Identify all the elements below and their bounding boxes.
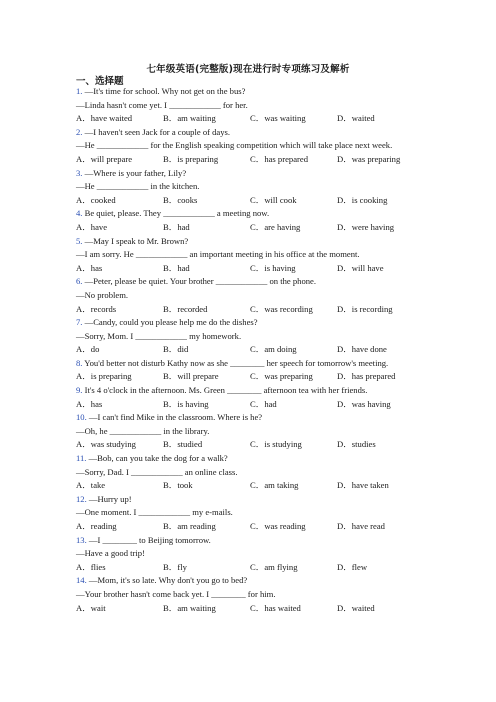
question-number: 8. bbox=[76, 357, 83, 368]
question-stem bbox=[76, 275, 436, 289]
question-number: 11. bbox=[76, 453, 87, 464]
question-stem bbox=[76, 85, 436, 99]
question-response: —Your brother hasn't come back yet. I ________ for him. bbox=[76, 588, 276, 599]
answer-option[interactable]: A．wait bbox=[76, 602, 106, 613]
question-text: —May I speak to Mr. Brown? bbox=[82, 235, 189, 246]
answer-options bbox=[76, 398, 436, 412]
answer-option[interactable]: A．reading bbox=[76, 521, 117, 531]
question-number: 4. bbox=[76, 208, 83, 219]
question-stem bbox=[76, 167, 436, 181]
question-text: —Mom, it's so late. Why don't you go to bed? bbox=[86, 575, 248, 586]
question-number: 10. bbox=[76, 412, 87, 423]
answer-option[interactable]: D．waited bbox=[337, 113, 375, 124]
question-text: —Hurry up! bbox=[86, 493, 132, 504]
question-number: 5. bbox=[76, 235, 83, 246]
question-text: —Candy, could you please help me do the dishes? bbox=[82, 317, 258, 328]
answer-option[interactable]: B．am waiting bbox=[163, 113, 216, 124]
question-stem bbox=[76, 207, 436, 221]
question-response: —Have a good trip! bbox=[76, 548, 145, 559]
question-number: 6. bbox=[76, 276, 83, 287]
answer-option[interactable]: D．have taken bbox=[337, 480, 389, 491]
answer-option[interactable]: A．have bbox=[76, 221, 108, 232]
answer-option[interactable]: C．has prepared bbox=[250, 153, 308, 164]
question-text: —It's time for school. Why not get on the bus? bbox=[82, 86, 246, 96]
question-stem bbox=[76, 534, 436, 548]
answer-option[interactable]: A．records bbox=[76, 303, 117, 314]
question-response: —He ____________ in the kitchen. bbox=[76, 181, 200, 192]
question-number: 1. bbox=[76, 86, 83, 96]
question-text: Be quiet, please. They ____________ a meeting now. bbox=[82, 208, 270, 219]
answer-option[interactable]: B．cooks bbox=[163, 194, 198, 205]
question-item bbox=[76, 384, 436, 411]
question-item bbox=[76, 452, 436, 493]
answer-option[interactable]: C．was waiting bbox=[250, 113, 306, 124]
question-text: —I ________ to Beijing tomorrow. bbox=[86, 534, 211, 545]
answer-option[interactable]: A．take bbox=[76, 480, 106, 491]
answer-option[interactable]: B．am reading bbox=[163, 521, 216, 531]
answer-option[interactable]: B．recorded bbox=[163, 303, 208, 314]
question-response: —I am sorry. He ____________ an important meeting in his office at the moment. bbox=[76, 249, 360, 260]
answer-option[interactable]: A．will prepare bbox=[76, 153, 133, 164]
question-stem bbox=[76, 411, 436, 425]
answer-options bbox=[76, 153, 436, 167]
question-text: —I haven't seen Jack for a couple of days. bbox=[82, 126, 231, 137]
question-response: —Sorry, Mom. I ____________ my homework. bbox=[76, 330, 242, 341]
answer-options bbox=[76, 343, 436, 357]
answer-option[interactable]: B．took bbox=[163, 480, 193, 491]
question-response: —No problem. bbox=[76, 289, 129, 300]
question-item bbox=[76, 411, 436, 452]
question-stem bbox=[76, 384, 436, 398]
answer-option[interactable]: B．studied bbox=[163, 439, 203, 450]
answer-option[interactable]: D．is recording bbox=[337, 303, 393, 314]
question-response: —He ____________ for the English speaking competition which will take place next week. bbox=[76, 140, 393, 151]
answer-options bbox=[76, 262, 436, 276]
question-text: It's 4 o'clock in the afternoon. Ms. Green ________ afternoon tea with her friends. bbox=[82, 385, 368, 396]
question-stem bbox=[76, 493, 436, 507]
answer-option[interactable]: C．will cook bbox=[250, 194, 297, 205]
answer-option[interactable]: D．were having bbox=[337, 221, 395, 232]
question-item bbox=[76, 534, 436, 575]
question-text: —I can't find Mike in the classroom. Where is he? bbox=[86, 412, 263, 423]
answer-option[interactable]: B．had bbox=[163, 262, 190, 273]
answer-option[interactable]: B．is having bbox=[163, 398, 209, 409]
answer-options bbox=[76, 221, 436, 235]
question-number: 3. bbox=[76, 167, 83, 178]
question-item bbox=[76, 357, 436, 384]
question-item bbox=[76, 126, 436, 167]
answer-options bbox=[76, 438, 436, 452]
answer-option[interactable]: D．have read bbox=[337, 521, 385, 531]
answer-option[interactable]: B．had bbox=[163, 221, 190, 232]
answer-option[interactable]: D．flew bbox=[337, 561, 368, 572]
answer-option[interactable]: C．am doing bbox=[250, 344, 297, 355]
answer-option[interactable]: C．has waited bbox=[250, 602, 301, 613]
answer-option[interactable]: D．studies bbox=[337, 439, 376, 450]
question-stem bbox=[76, 574, 436, 588]
answer-options bbox=[76, 112, 436, 126]
answer-option[interactable]: C．is studying bbox=[250, 439, 302, 450]
answer-options bbox=[76, 602, 436, 616]
answer-option[interactable]: A．flies bbox=[76, 561, 106, 572]
question-item bbox=[76, 85, 436, 126]
answer-option[interactable]: C．was recording bbox=[250, 303, 313, 314]
question-response: —Sorry, Dad. I ____________ an online class. bbox=[76, 466, 238, 477]
section-heading: 一、选择题 bbox=[76, 76, 124, 87]
answer-option[interactable]: B．am waiting bbox=[163, 602, 216, 613]
answer-option[interactable]: D．have done bbox=[337, 344, 387, 355]
answer-option[interactable]: D．will have bbox=[337, 262, 384, 273]
question-stem bbox=[76, 452, 436, 466]
question-number: 12. bbox=[76, 493, 87, 504]
question-number: 9. bbox=[76, 385, 83, 396]
question-text: —Peter, please be quiet. Your brother ____________ on the phone. bbox=[82, 276, 317, 287]
answer-option[interactable]: C．am taking bbox=[250, 480, 299, 491]
question-number: 14. bbox=[76, 575, 87, 586]
question-list bbox=[76, 85, 436, 615]
question-response: —Oh, he ____________ in the library. bbox=[76, 425, 210, 436]
answer-option[interactable]: A．has bbox=[76, 262, 103, 273]
answer-option[interactable]: C．am flying bbox=[250, 561, 298, 572]
question-response: —One moment. I ____________ my e-mails. bbox=[76, 507, 233, 518]
question-stem bbox=[76, 316, 436, 330]
answer-option[interactable]: A．has bbox=[76, 398, 103, 409]
question-text: You'd better not disturb Kathy now as she ________ her speech for tomorrow's meeting. bbox=[82, 357, 389, 368]
answer-option[interactable]: A．do bbox=[76, 344, 100, 355]
question-number: 2. bbox=[76, 126, 83, 137]
answer-option[interactable]: B．did bbox=[163, 344, 189, 355]
answer-option[interactable]: C．was reading bbox=[250, 521, 306, 531]
answer-option[interactable]: C．are having bbox=[250, 221, 301, 232]
answer-options bbox=[76, 303, 436, 317]
answer-option[interactable]: A．cooked bbox=[76, 194, 116, 205]
question-number: 7. bbox=[76, 317, 83, 328]
answer-options bbox=[76, 520, 436, 534]
answer-option[interactable]: A．have waited bbox=[76, 113, 133, 124]
question-item bbox=[76, 207, 436, 234]
question-item bbox=[76, 275, 436, 316]
answer-option[interactable]: D．has prepared bbox=[337, 371, 396, 382]
question-text: —Bob, can you take the dog for a walk? bbox=[86, 453, 228, 464]
answer-option[interactable]: A．is preparing bbox=[76, 371, 132, 382]
answer-options bbox=[76, 194, 436, 208]
question-stem bbox=[76, 235, 436, 249]
answer-option[interactable]: C．was preparing bbox=[250, 371, 313, 382]
answer-option[interactable]: A．was studying bbox=[76, 439, 136, 450]
question-text: —Where is your father, Lily? bbox=[82, 167, 187, 178]
question-item bbox=[76, 493, 436, 534]
question-item bbox=[76, 316, 436, 357]
question-item bbox=[76, 235, 436, 276]
question-stem bbox=[76, 357, 436, 371]
question-response: —Linda hasn't come yet. I ____________ for her. bbox=[76, 99, 248, 110]
answer-option[interactable]: D．waited bbox=[337, 602, 375, 613]
answer-option[interactable]: C．is having bbox=[250, 262, 296, 273]
question-item bbox=[76, 167, 436, 208]
page-title: 七年级英语(完整版)现在进行时专项练习及解析 bbox=[146, 64, 350, 75]
answer-option[interactable]: D．was having bbox=[337, 398, 391, 409]
question-stem bbox=[76, 126, 436, 140]
question-item bbox=[76, 574, 436, 615]
answer-option[interactable]: B．fly bbox=[163, 561, 187, 572]
answer-option[interactable]: B．will prepare bbox=[163, 371, 219, 382]
answer-options bbox=[76, 561, 436, 575]
answer-option[interactable]: C．had bbox=[250, 398, 277, 409]
answer-options bbox=[76, 479, 436, 493]
answer-options bbox=[76, 370, 436, 384]
answer-option[interactable]: B．is preparing bbox=[163, 153, 219, 164]
question-number: 13. bbox=[76, 534, 87, 545]
answer-option[interactable]: D．was preparing bbox=[337, 153, 401, 164]
answer-option[interactable]: D．is cooking bbox=[337, 194, 388, 205]
